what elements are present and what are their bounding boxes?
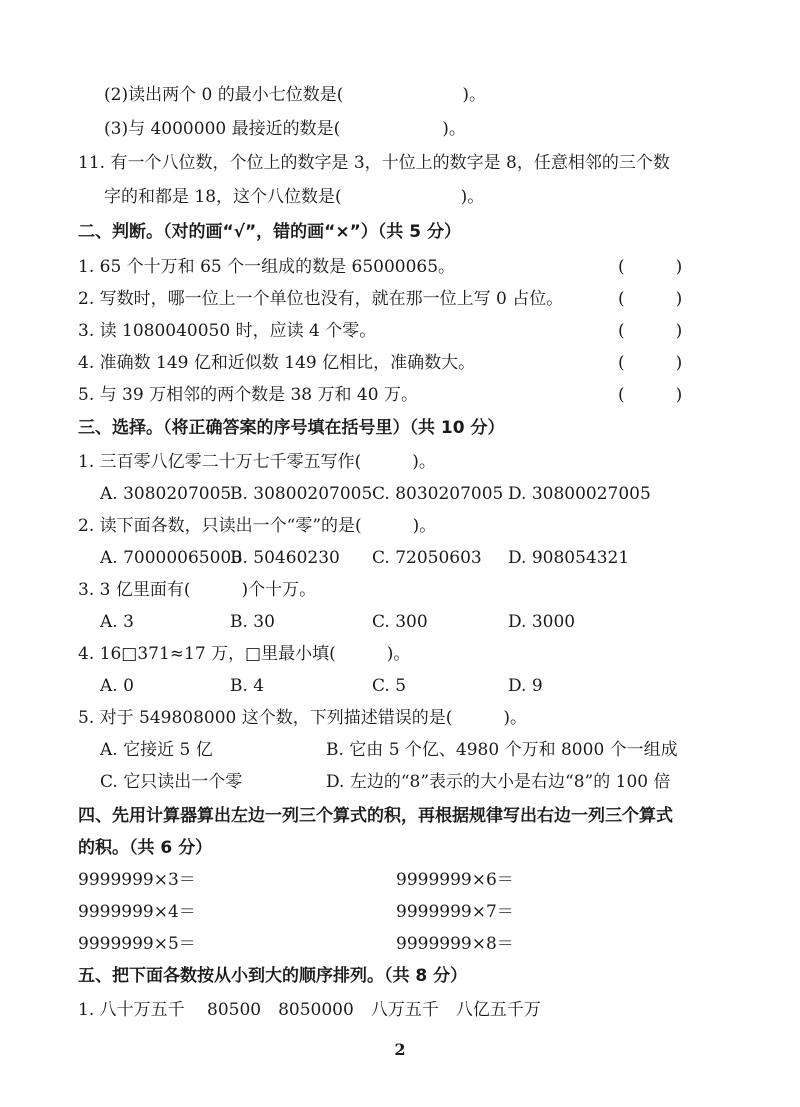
section-calculation-heading-line2: 的积。（共 6 分） <box>78 838 213 858</box>
choice-q3-option-b[interactable]: B. 30 <box>230 612 275 632</box>
judgement-item-4: 4. 准确数 149 亿和近似数 149 亿相比，准确数大。 <box>78 353 476 373</box>
judgement-answer-blank-5[interactable]: ( ) <box>618 385 683 405</box>
choice-q5-option-d[interactable]: D. 左边的“8”表示的大小是右边“8”的 100 倍 <box>326 772 671 792</box>
calc-right-expression-1: 9999999×6＝ <box>396 870 514 890</box>
choice-q2-option-b[interactable]: B. 50460230 <box>230 548 340 568</box>
choice-q4-option-b[interactable]: B. 4 <box>230 676 265 696</box>
choice-q2-option-c[interactable]: C. 72050603 <box>372 548 482 568</box>
choice-q1-option-c[interactable]: C. 8030207005 <box>372 484 504 504</box>
calc-right-expression-2: 9999999×7＝ <box>396 902 514 922</box>
choice-q4-option-c[interactable]: C. 5 <box>372 676 407 696</box>
judgement-answer-blank-4[interactable]: ( ) <box>618 353 683 373</box>
choice-q2-stem: 2. 读下面各数，只读出一个“零”的是( )。 <box>78 516 437 536</box>
q11-line2: 字的和都是 18，这个八位数是( )。 <box>104 187 485 207</box>
judgement-item-2: 2. 写数时，哪一位上一个单位也没有，就在那一位上写 0 占位。 <box>78 289 564 309</box>
q11-line1: 11. 有一个八位数，个位上的数字是 3，十位上的数字是 8，任意相邻的三个数 <box>78 153 670 173</box>
choice-q5-option-c[interactable]: C. 它只读出一个零 <box>100 772 243 792</box>
calc-left-expression-3: 9999999×5＝ <box>78 934 196 954</box>
page-number: 2 <box>394 1040 406 1059</box>
ordering-q1-text: 1. 八十万五千 80500 8050000 八万五千 八亿五千万 <box>78 1000 541 1020</box>
section-judgement-heading: 二、判断。（对的画“√”，错的画“×”）（共 5 分） <box>78 222 461 242</box>
choice-q1-option-d[interactable]: D. 30800027005 <box>508 484 651 504</box>
judgement-answer-blank-2[interactable]: ( ) <box>618 289 683 309</box>
judgement-item-5: 5. 与 39 万相邻的两个数是 38 万和 40 万。 <box>78 385 418 405</box>
calc-left-expression-2: 9999999×4＝ <box>78 902 196 922</box>
choice-q4-option-d[interactable]: D. 9 <box>508 676 543 696</box>
calc-right-expression-3: 9999999×8＝ <box>396 934 514 954</box>
choice-q4-stem: 4. 16□371≈17 万，□里最小填( )。 <box>78 644 411 664</box>
choice-q1-option-b[interactable]: B. 30800207005 <box>230 484 373 504</box>
choice-q5-option-b[interactable]: B. 它由 5 个亿、4980 个万和 8000 个一组成 <box>326 740 678 760</box>
judgement-item-3: 3. 读 1080040050 时，应读 4 个零。 <box>78 321 377 341</box>
choice-q3-option-d[interactable]: D. 3000 <box>508 612 576 632</box>
section-calculation-heading-line1: 四、先用计算器算出左边一列三个算式的积，再根据规律写出右边一列三个算式 <box>78 806 673 826</box>
section-ordering-heading: 五、把下面各数按从小到大的顺序排列。（共 8 分） <box>78 966 468 986</box>
choice-q3-option-c[interactable]: C. 300 <box>372 612 428 632</box>
choice-q4-option-a[interactable]: A. 0 <box>100 676 134 696</box>
q10-2-text: (2)读出两个 0 的最小七位数是( )。 <box>104 85 486 105</box>
choice-q5-option-a[interactable]: A. 它接近 5 亿 <box>100 740 213 760</box>
choice-q5-stem: 5. 对于 549808000 这个数，下列描述错误的是( )。 <box>78 708 528 728</box>
choice-q1-option-a[interactable]: A. 3080207005 <box>100 484 232 504</box>
choice-q3-stem: 3. 3 亿里面有( )个十万。 <box>78 580 317 600</box>
q10-3-text: (3)与 4000000 最接近的数是( )。 <box>104 119 466 139</box>
choice-q3-option-a[interactable]: A. 3 <box>100 612 134 632</box>
choice-q2-option-a[interactable]: A. 70000065000 <box>100 548 243 568</box>
judgement-answer-blank-3[interactable]: ( ) <box>618 321 683 341</box>
section-choice-heading: 三、选择。（将正确答案的序号填在括号里）（共 10 分） <box>78 418 505 438</box>
judgement-answer-blank-1[interactable]: ( ) <box>618 257 683 277</box>
choice-q1-stem: 1. 三百零八亿零二十万七千零五写作( )。 <box>78 452 436 472</box>
judgement-item-1: 1. 65 个十万和 65 个一组成的数是 65000065。 <box>78 257 456 277</box>
calc-left-expression-1: 9999999×3＝ <box>78 870 196 890</box>
choice-q2-option-d[interactable]: D. 908054321 <box>508 548 630 568</box>
